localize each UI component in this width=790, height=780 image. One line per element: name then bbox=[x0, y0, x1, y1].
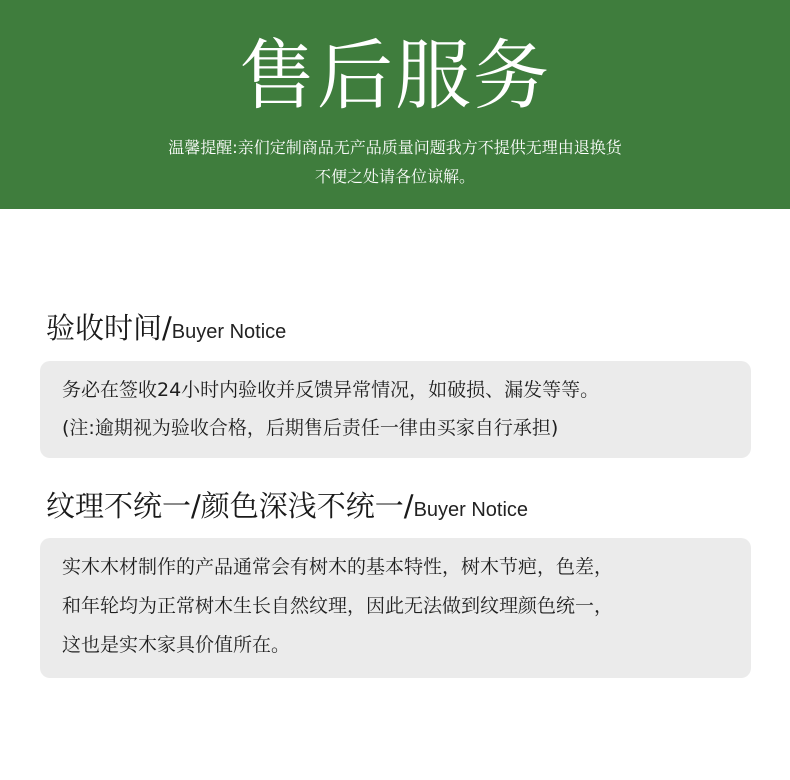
page-title: 售后服务 bbox=[239, 31, 551, 120]
section-heading-separator: / bbox=[403, 489, 414, 523]
section-heading-text: 验收时间 bbox=[46, 311, 163, 345]
section-heading-inspection bbox=[46, 308, 286, 352]
banner-notice-line: 不便之处请各位谅解。 bbox=[314, 167, 475, 186]
section-heading-english: Buyer Notice bbox=[171, 321, 287, 343]
banner-notice bbox=[0, 133, 790, 191]
section-heading-texture bbox=[46, 486, 528, 530]
section-heading-text: 纹理不统一/颜色深浅不统一 bbox=[46, 489, 404, 523]
section-heading-separator: / bbox=[162, 311, 172, 345]
card-line: 务必在签收24小时内验收并反馈异常情况，如破损、漏发等等。 bbox=[62, 379, 600, 401]
card-line: 实木木材制作的产品通常会有树木的基本特性，树木节疤，色差， bbox=[62, 556, 614, 578]
header-banner bbox=[0, 0, 790, 209]
info-card-texture bbox=[40, 538, 751, 678]
card-line: 这也是实木家具价值所在。 bbox=[62, 634, 291, 656]
card-line: (注:逾期视为验收合格，后期售后责任一律由买家自行承担) bbox=[62, 417, 559, 439]
card-line: 和年轮均为正常树木生长自然纹理，因此无法做到纹理颜色统一， bbox=[62, 595, 614, 617]
section-heading-english: Buyer Notice bbox=[413, 499, 529, 521]
info-card-inspection bbox=[40, 361, 751, 458]
banner-notice-line: 温馨提醒:亲们定制商品无产品质量问题我方不提供无理由退换货 bbox=[168, 138, 622, 157]
